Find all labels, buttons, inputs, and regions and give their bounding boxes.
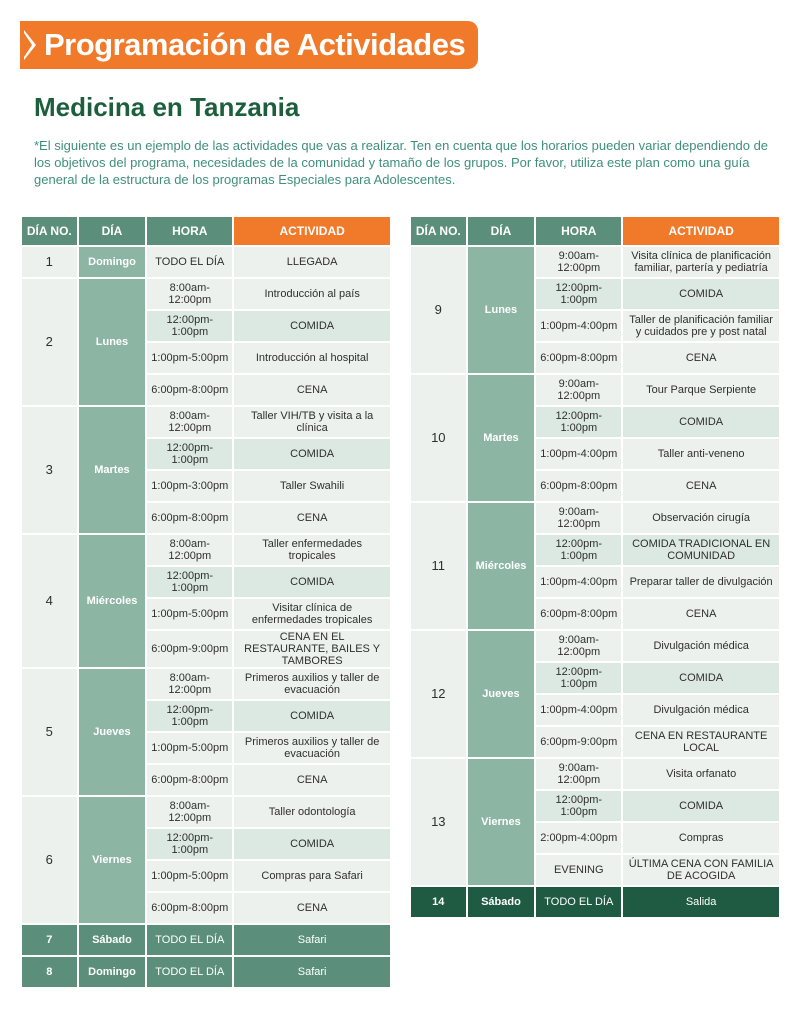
schedule-row	[22, 471, 390, 501]
day-name: Martes	[79, 407, 146, 533]
hour-cell: 12:00pm-1:00pm	[536, 663, 621, 693]
activity-cell: Taller enfermedades tropicales	[234, 535, 390, 565]
activity-cell: COMIDA	[623, 407, 779, 437]
activity-cell: Introducción al hospital	[234, 343, 390, 373]
day-name: Domingo	[79, 957, 146, 987]
activity-cell: Safari	[234, 957, 390, 987]
hour-cell: 9:00am-12:00pm	[536, 247, 621, 277]
schedule-row	[411, 791, 779, 821]
hour-cell: 12:00pm-1:00pm	[536, 279, 621, 309]
activity-cell: CENA	[234, 375, 390, 405]
schedule-row	[22, 861, 390, 891]
activity-cell: Primeros auxilios y taller de evacuación	[234, 733, 390, 763]
hour-cell: 6:00pm-8:00pm	[147, 765, 232, 795]
activity-cell: Introducción al país	[234, 279, 390, 309]
header-day-no: DÍA NO.	[22, 217, 77, 245]
hour-cell: 1:00pm-4:00pm	[536, 439, 621, 469]
hour-cell: 1:00pm-4:00pm	[536, 567, 621, 597]
hour-cell: 12:00pm-1:00pm	[536, 791, 621, 821]
activity-cell: Taller VIH/TB y visita a la clínica	[234, 407, 390, 437]
header-day: DÍA	[79, 217, 146, 245]
schedule-row	[22, 733, 390, 763]
schedule-row	[411, 311, 779, 341]
hour-cell: 6:00pm-9:00pm	[536, 727, 621, 757]
hour-cell: 8:00am-12:00pm	[147, 669, 232, 699]
hour-cell: 1:00pm-5:00pm	[147, 599, 232, 629]
schedule-row	[411, 279, 779, 309]
hour-cell: 12:00pm-1:00pm	[147, 567, 232, 597]
schedule-row	[411, 343, 779, 373]
schedule-row	[22, 247, 390, 277]
activity-cell: Visita clínica de planificación familiar, partería y pediatría	[623, 247, 779, 277]
header-activity: ACTIVIDAD	[623, 217, 779, 245]
schedule-row	[22, 375, 390, 405]
header-row	[22, 217, 390, 245]
hour-cell: 1:00pm-5:00pm	[147, 733, 232, 763]
schedule-row	[22, 343, 390, 373]
hour-cell: TODO EL DÍA	[536, 887, 621, 917]
header-hour: HORA	[536, 217, 621, 245]
activity-cell: COMIDA	[234, 567, 390, 597]
day-number: 4	[22, 535, 77, 667]
hour-cell: 6:00pm-8:00pm	[536, 343, 621, 373]
header-day-no: DÍA NO.	[411, 217, 466, 245]
schedule-row	[411, 695, 779, 725]
hour-cell: 6:00pm-8:00pm	[147, 375, 232, 405]
schedule-table-right	[409, 215, 781, 919]
day-name: Lunes	[468, 247, 535, 373]
hour-cell: 9:00am-12:00pm	[536, 503, 621, 533]
hour-cell: 9:00am-12:00pm	[536, 631, 621, 661]
schedule-row	[411, 247, 779, 277]
activity-cell: COMIDA	[234, 439, 390, 469]
activity-cell: COMIDA	[234, 311, 390, 341]
activity-cell: CENA	[623, 471, 779, 501]
day-number: 3	[22, 407, 77, 533]
schedule-row	[22, 701, 390, 731]
hour-cell: 12:00pm-1:00pm	[536, 407, 621, 437]
schedule-row	[411, 439, 779, 469]
activity-cell: Safari	[234, 925, 390, 955]
activity-cell: ÚLTIMA CENA CON FAMILIA DE ACOGIDA	[623, 855, 779, 885]
hour-cell: 8:00am-12:00pm	[147, 535, 232, 565]
hour-cell: 9:00am-12:00pm	[536, 759, 621, 789]
schedule-row	[22, 535, 390, 565]
schedule-row	[22, 567, 390, 597]
schedule-row	[411, 599, 779, 629]
page-title: Programación de Actividades	[44, 27, 466, 62]
schedule-row	[22, 925, 390, 955]
day-name: Miércoles	[79, 535, 146, 667]
schedule-row	[411, 407, 779, 437]
schedule-row	[22, 631, 390, 667]
schedule-row	[411, 567, 779, 597]
chevron-inner-icon	[24, 33, 32, 57]
day-number: 11	[411, 503, 466, 629]
hour-cell: 1:00pm-5:00pm	[147, 861, 232, 891]
day-name: Jueves	[79, 669, 146, 795]
schedule-row	[22, 829, 390, 859]
activity-cell: CENA	[623, 343, 779, 373]
activity-cell: Primeros auxilios y taller de evacuación	[234, 669, 390, 699]
schedule-row	[22, 797, 390, 827]
schedule-row	[22, 765, 390, 795]
day-name: Sábado	[79, 925, 146, 955]
activity-cell: Taller odontología	[234, 797, 390, 827]
day-name: Domingo	[79, 247, 146, 277]
activity-cell: CENA EN EL RESTAURANTE, BAILES Y TAMBORES	[234, 631, 390, 667]
activity-cell: Divulgación médica	[623, 695, 779, 725]
day-name: Jueves	[468, 631, 535, 757]
day-number: 2	[22, 279, 77, 405]
activity-cell: Compras para Safari	[234, 861, 390, 891]
hour-cell: 8:00am-12:00pm	[147, 407, 232, 437]
header-hour: HORA	[147, 217, 232, 245]
activity-cell: Taller anti-veneno	[623, 439, 779, 469]
schedule-row	[22, 599, 390, 629]
hour-cell: TODO EL DÍA	[147, 925, 232, 955]
activity-cell: Divulgación médica	[623, 631, 779, 661]
hour-cell: TODO EL DÍA	[147, 957, 232, 987]
hour-cell: 1:00pm-4:00pm	[536, 311, 621, 341]
header-day: DÍA	[468, 217, 535, 245]
schedule-row	[411, 631, 779, 661]
schedule-row	[22, 311, 390, 341]
hour-cell: 6:00pm-8:00pm	[147, 893, 232, 923]
activity-cell: LLEGADA	[234, 247, 390, 277]
schedule-row	[411, 535, 779, 565]
day-name: Lunes	[79, 279, 146, 405]
header-activity: ACTIVIDAD	[234, 217, 390, 245]
hour-cell: 12:00pm-1:00pm	[147, 829, 232, 859]
hour-cell: 8:00am-12:00pm	[147, 279, 232, 309]
hour-cell: 6:00pm-8:00pm	[536, 599, 621, 629]
hour-cell: 12:00pm-1:00pm	[147, 701, 232, 731]
activity-cell: COMIDA	[623, 663, 779, 693]
hour-cell: 1:00pm-3:00pm	[147, 471, 232, 501]
hour-cell: 2:00pm-4:00pm	[536, 823, 621, 853]
schedule-row	[22, 279, 390, 309]
day-number: 13	[411, 759, 466, 885]
hour-cell: TODO EL DÍA	[147, 247, 232, 277]
day-number: 14	[411, 887, 466, 917]
schedule-row	[22, 893, 390, 923]
schedule-row	[22, 957, 390, 987]
day-name: Miércoles	[468, 503, 535, 629]
day-number: 6	[22, 797, 77, 923]
day-number: 9	[411, 247, 466, 373]
activity-cell: COMIDA	[234, 701, 390, 731]
activity-cell: CENA EN RESTAURANTE LOCAL	[623, 727, 779, 757]
hour-cell: 12:00pm-1:00pm	[147, 311, 232, 341]
hour-cell: 6:00pm-9:00pm	[147, 631, 232, 667]
activity-cell: Observación cirugía	[623, 503, 779, 533]
schedule-row	[411, 823, 779, 853]
page-subtitle: Medicina en Tanzania	[34, 92, 300, 122]
schedule-row	[411, 887, 779, 917]
intro-note: *El siguiente es un ejemplo de las actividades que vas a realizar. Ten en cuenta que los horarios pueden variar dependiendo de los objetivos del programa, necesidades de la comunidad y tamaño de los grupos. Por favor, utiliza este plan como una guía general de la estructura de los programas Especiales para Adolescentes.	[34, 138, 769, 187]
activity-cell: Salida	[623, 887, 779, 917]
hour-cell: 12:00pm-1:00pm	[147, 439, 232, 469]
schedule-row	[411, 855, 779, 885]
activity-cell: Taller de planificación familiar y cuidados pre y post natal	[623, 311, 779, 341]
hour-cell: 6:00pm-8:00pm	[147, 503, 232, 533]
activity-cell: Taller Swahili	[234, 471, 390, 501]
schedule-row	[411, 759, 779, 789]
day-name: Viernes	[468, 759, 535, 885]
header-row	[411, 217, 779, 245]
hour-cell: 1:00pm-5:00pm	[147, 343, 232, 373]
schedule-row	[22, 503, 390, 533]
schedule-row	[22, 439, 390, 469]
activity-cell: COMIDA	[234, 829, 390, 859]
activity-cell: CENA	[623, 599, 779, 629]
day-name: Sábado	[468, 887, 535, 917]
activity-cell: Compras	[623, 823, 779, 853]
hour-cell: 8:00am-12:00pm	[147, 797, 232, 827]
activity-cell: Preparar taller de divulgación	[623, 567, 779, 597]
activity-cell: CENA	[234, 893, 390, 923]
activity-cell: Visitar clínica de enfermedades tropicales	[234, 599, 390, 629]
hour-cell: 12:00pm-1:00pm	[536, 535, 621, 565]
day-number: 1	[22, 247, 77, 277]
activity-cell: COMIDA TRADICIONAL EN COMUNIDAD	[623, 535, 779, 565]
hour-cell: 6:00pm-8:00pm	[536, 471, 621, 501]
day-number: 7	[22, 925, 77, 955]
activity-cell: CENA	[234, 503, 390, 533]
schedule-row	[22, 669, 390, 699]
schedule-row	[411, 663, 779, 693]
day-number: 8	[22, 957, 77, 987]
hour-cell: 9:00am-12:00pm	[536, 375, 621, 405]
day-name: Martes	[468, 375, 535, 501]
schedule-row	[411, 727, 779, 757]
schedule-table-left	[20, 215, 392, 989]
schedule-row	[411, 375, 779, 405]
schedule-row	[22, 407, 390, 437]
activity-cell: COMIDA	[623, 279, 779, 309]
schedule-row	[411, 503, 779, 533]
schedule-row	[411, 471, 779, 501]
activity-cell: Tour Parque Serpiente	[623, 375, 779, 405]
day-name: Viernes	[79, 797, 146, 923]
day-number: 5	[22, 669, 77, 795]
day-number: 12	[411, 631, 466, 757]
activity-cell: CENA	[234, 765, 390, 795]
activity-cell: COMIDA	[623, 791, 779, 821]
hour-cell: EVENING	[536, 855, 621, 885]
day-number: 10	[411, 375, 466, 501]
activity-cell: Visita orfanato	[623, 759, 779, 789]
hour-cell: 1:00pm-4:00pm	[536, 695, 621, 725]
